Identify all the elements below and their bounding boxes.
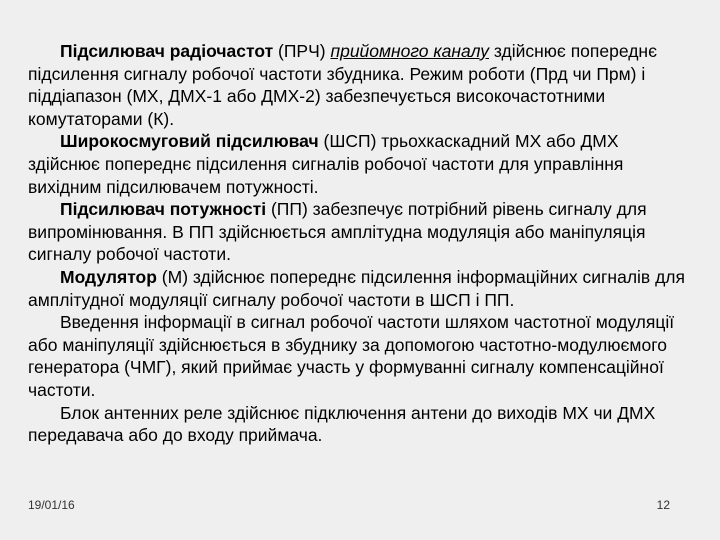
paragraph-frequency-modulation: [28, 311, 692, 401]
paragraph-text: (ШСП) трьохкаскадний МХ або ДМХ здійснює попереднє підсилення сигналів робочої частоти для управління вихідним підсилювачем потужності.: [28, 131, 624, 197]
paragraph-text: здійснює попереднє підсилення сигналу робочої частоти збудника. Режим роботи (Прд чи Прм) і піддіапазон (МХ, ДМХ-1 або ДМХ-2) забезпечується високочастотними комутаторами (К).: [28, 41, 658, 129]
footer-date: 19/01/16: [28, 498, 75, 512]
paragraph-antenna-relay: [28, 402, 692, 447]
paragraph-text: Введення інформації в сигнал робочої частоти шляхом частотної модуляції або маніпуляції здійснюється в збуднику за допомогою частотно-модулюємого генератора (ЧМГ), який приймає участь у формуванні сигналу компенсаційної частоти.: [28, 312, 675, 400]
term-power-amplifier: Підсилювач потужності: [60, 199, 267, 220]
slide-body: [28, 40, 692, 447]
paragraph-rf-amplifier: [28, 40, 692, 130]
paragraph-power-amplifier: [28, 198, 692, 266]
paragraph-text: (ПП) забезпечує потрібний рівень сигналу для випромінювання. В ПП здійснюється амплітудна модуляція або маніпуляція сигналу робочої частоти.: [28, 199, 647, 265]
paragraph-text: (ПРЧ): [273, 41, 331, 61]
term-rf-amplifier: Підсилювач радіочастот: [60, 41, 274, 61]
term-modulator: Модулятор: [60, 266, 157, 287]
term-broadband-amplifier: Широкосмуговий підсилювач: [60, 131, 319, 152]
paragraph-broadband-amplifier: [28, 130, 692, 198]
receive-channel-link[interactable]: прийомного каналу: [330, 41, 489, 61]
paragraph-modulator: [28, 266, 692, 311]
page-number: 12: [656, 498, 670, 512]
paragraph-text: Блок антенних реле здійснює підключення антени до виходів МХ чи ДМХ передавача або до входу приймача.: [28, 402, 656, 446]
paragraph-text: (М) здійснює попереднє підсилення інформаційних сигналів для амплітудної модуляції сигналу робочої частоти в ШСП і ПП.: [28, 266, 685, 310]
